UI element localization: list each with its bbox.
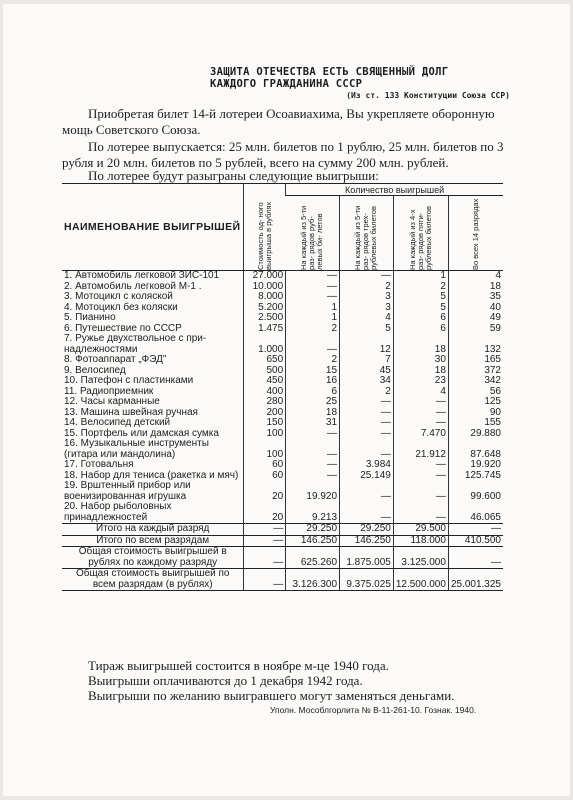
cell-all: 46.065: [448, 502, 503, 524]
cell-r5: —: [393, 460, 448, 471]
cell-name: 12. Часы карманные: [64, 396, 160, 407]
cell-all: 99.600: [448, 481, 503, 502]
table-row: [62, 397, 503, 408]
cell-all: 29.880: [448, 429, 503, 440]
imprint: Уполн. Мособлгорлита № В-11-261-10. Гознак. 1940.: [270, 705, 477, 715]
cell-name: 8. Фотоаппарат „ФЭД": [64, 354, 167, 365]
intro-paragraph-1: Приобретая билет 14-й лотереи Осоавиахима, Вы укрепляете оборонную мощь Советского Союза.: [62, 106, 495, 137]
intro-paragraph-2: По лотерее выпускается: 25 млн. билетов по 1 рублю, 25 млн. билетов по 3 рубля и 20 млн. билетов по 5 рублей, всего на сумму 200 млн. рублей.: [62, 139, 504, 170]
cell-r5: 23: [393, 376, 448, 387]
cell-r1: 3.126.300: [286, 569, 340, 591]
cell-cost: 60: [244, 471, 286, 482]
table-row: [62, 271, 503, 282]
cell-name: 14. Велосипед детский: [64, 417, 171, 428]
cell-r5: 5: [393, 292, 448, 303]
cell-all: 155: [448, 418, 503, 429]
cell-cost: 450: [244, 376, 286, 387]
cell-r5: —: [393, 502, 448, 524]
cell-name: 1. Автомобиль легковой ЗИС-101: [64, 270, 220, 281]
cell-cost: 1.000: [244, 334, 286, 355]
cell-all: 165: [448, 355, 503, 366]
cell-cost: 27.000: [244, 271, 286, 282]
cell-cost: 60: [244, 460, 286, 471]
cell-name: 7. Ружье двухствольное с при- надлежностями: [64, 333, 207, 355]
cell-r5: 30: [393, 355, 448, 366]
table-row: [62, 481, 503, 502]
cell-r5: 29.500: [393, 524, 448, 536]
cell-cost: 650: [244, 355, 286, 366]
cell-r1: 2: [286, 324, 340, 335]
cell-r3: 12: [340, 334, 394, 355]
cell-r5: 12.500.000: [393, 569, 448, 591]
cell-r3: 7: [340, 355, 394, 366]
cell-r3: 9.375.025: [340, 569, 394, 591]
table-row: [62, 569, 503, 591]
cell-r5: 5: [393, 303, 448, 314]
cell-cost: —: [244, 547, 286, 569]
motto-source: (Из ст. 133 Конституции Союза ССР): [346, 91, 510, 100]
table-row: [62, 313, 503, 324]
cell-r1: 29.250: [286, 524, 340, 536]
table-row: [62, 439, 503, 460]
cell-r5: —: [393, 418, 448, 429]
cell-name: 5. Пианино: [64, 312, 116, 323]
motto: [210, 66, 510, 102]
cell-r3: —: [340, 429, 394, 440]
cell-r5: 2: [393, 282, 448, 293]
cell-all: 49: [448, 313, 503, 324]
cell-cost: 100: [244, 439, 286, 460]
cell-cost: 100: [244, 429, 286, 440]
cell-r5: 4: [393, 387, 448, 398]
cell-name: 11. Радиоприемник: [64, 385, 154, 397]
cell-r3: —: [340, 439, 394, 460]
cell-r1: 31: [286, 418, 340, 429]
cell-r3: —: [340, 481, 394, 502]
cell-r1: —: [286, 471, 340, 482]
cell-r5: 7.470: [393, 429, 448, 440]
cell-cost: 10.000: [244, 282, 286, 293]
cell-cost: 500: [244, 366, 286, 377]
quantity-group-header: Количество выигрышей: [286, 184, 503, 196]
cell-name: 9. Велосипед: [64, 364, 126, 376]
cell-r3: 29.250: [340, 524, 394, 536]
cell-r3: 5: [340, 324, 394, 335]
cell-all: 90: [448, 408, 503, 419]
cell-cost: —: [244, 535, 286, 547]
cell-cost: 280: [244, 397, 286, 408]
cell-r5: 18: [393, 366, 448, 377]
cell-r1: —: [286, 334, 340, 355]
cell-name: 6. Путешествие по СССР: [64, 322, 182, 334]
table-row: [62, 535, 503, 547]
cell-r3: —: [340, 502, 394, 524]
cell-r3: 45: [340, 366, 394, 377]
cell-r3: 3.984: [340, 460, 394, 471]
cell-r1: 2: [286, 355, 340, 366]
cell-name: 19. Врштенный прибор или военизированная игрушка: [64, 480, 191, 502]
cell-cost: 20: [244, 502, 286, 524]
cell-all: 372: [448, 366, 503, 377]
quantity-subheader-1: На каждый из 5-ти раз- рядов руб- левых би- летов: [286, 196, 340, 271]
cell-name: 3. Мотоцикл с коляской: [64, 291, 173, 302]
cell-r5: —: [393, 408, 448, 419]
cell-r5: 6: [393, 313, 448, 324]
cell-name: 13. Машина швейная ручная: [64, 406, 198, 418]
cell-r3: 34: [340, 376, 394, 387]
table-row: [62, 524, 503, 536]
cell-r1: 18: [286, 408, 340, 419]
cell-r1: —: [286, 292, 340, 303]
cell-r3: 3: [340, 303, 394, 314]
cost-column-header: Стоимость од- ного выигрыша в рублях: [244, 184, 286, 271]
cell-name: 17. Готовальня: [64, 459, 134, 470]
cell-cost: 400: [244, 387, 286, 398]
cell-r5: 3.125.000: [393, 547, 448, 569]
cell-all: 25.001.325: [448, 569, 503, 591]
cell-name: Общая стоимость выигрышей по всем разрядам (в рублях): [62, 569, 244, 591]
cell-r3: 2: [340, 387, 394, 398]
cell-r3: 4: [340, 313, 394, 324]
table-row: [62, 292, 503, 303]
name-column-header: НАИМЕНОВАНИЕ ВЫИГРЫШЕЙ: [62, 184, 244, 271]
cell-r3: 3: [340, 292, 394, 303]
cell-r5: 6: [393, 324, 448, 335]
cell-r1: —: [286, 429, 340, 440]
motto-line-2: КАЖДОГО ГРАЖДАНИНА СССР: [210, 78, 363, 90]
cell-all: 35: [448, 292, 503, 303]
table-row: [62, 502, 503, 524]
cell-r1: —: [286, 460, 340, 471]
cell-r3: 1.875.005: [340, 547, 394, 569]
cell-r1: 16: [286, 376, 340, 387]
cell-r5: 1: [393, 271, 448, 282]
cell-name: Общая стоимость выигрышей в рублях по каждому разряду: [62, 547, 244, 569]
cell-all: —: [448, 524, 503, 536]
cell-r1: 25: [286, 397, 340, 408]
intro-paragraph-3: По лотерее будут разыграны следующие выигрыши:: [88, 168, 379, 183]
cell-name: 18. Набор для тениса (ракетка и мяч): [64, 469, 239, 481]
table-row: [62, 460, 503, 471]
cell-cost: 150: [244, 418, 286, 429]
cell-r1: 625.260: [286, 547, 340, 569]
cell-r1: 1: [286, 303, 340, 314]
cell-name: 4. Мотоцикл без коляски: [64, 301, 178, 313]
cell-cost: 8.000: [244, 292, 286, 303]
cell-name: 16. Музыкальные инструменты (гитара или мандолина): [64, 438, 209, 460]
cell-r3: —: [340, 271, 394, 282]
cell-name: Итого по всем разрядам: [62, 535, 244, 547]
motto-line-1: ЗАЩИТА ОТЕЧЕСТВА ЕСТЬ СВЯЩЕННЫЙ ДОЛГ: [210, 66, 449, 78]
cell-name: 20. Набор рыболовных принадлежностей: [64, 501, 172, 523]
cell-r1: —: [286, 439, 340, 460]
cell-r5: —: [393, 471, 448, 482]
table-row: [62, 355, 503, 366]
cell-cost: 5.200: [244, 303, 286, 314]
table-row: [62, 334, 503, 355]
quantity-subheader-4: Во всех 14 разрядах: [448, 196, 503, 271]
cell-all: 125: [448, 397, 503, 408]
cell-name: 10. Патефон с пластинками: [64, 375, 194, 386]
cell-cost: 200: [244, 408, 286, 419]
cell-name: 15. Портфель или дамская сумка: [64, 427, 219, 439]
cell-all: 19.920: [448, 460, 503, 471]
cell-r3: —: [340, 418, 394, 429]
table-row: [62, 547, 503, 569]
cell-cost: —: [244, 569, 286, 591]
cell-name: 2. Автомобиль легковой М-1 .: [64, 280, 202, 292]
footer-line-3: Выигрыши по желанию выигравшего могут заменяться деньгами.: [88, 688, 455, 703]
cell-r3: —: [340, 408, 394, 419]
prize-table: [62, 183, 503, 591]
cell-r1: 15: [286, 366, 340, 377]
cell-cost: 20: [244, 481, 286, 502]
cell-cost: 2.500: [244, 313, 286, 324]
cell-r3: 2: [340, 282, 394, 293]
cell-all: —: [448, 547, 503, 569]
cell-all: 132: [448, 334, 503, 355]
quantity-subheader-2: На каждый из 5-ти раз- рядов трех- рублевых билетов: [340, 196, 394, 271]
cell-r1: 19.920: [286, 481, 340, 502]
cell-all: 87.648: [448, 439, 503, 460]
cell-r3: —: [340, 397, 394, 408]
cell-r1: 1: [286, 313, 340, 324]
cell-r5: —: [393, 481, 448, 502]
cell-all: 56: [448, 387, 503, 398]
cell-cost: —: [244, 524, 286, 536]
cell-all: 18: [448, 282, 503, 293]
cell-r1: 146.250: [286, 535, 340, 547]
cell-r5: 118.000: [393, 535, 448, 547]
cell-r1: 9.213: [286, 502, 340, 524]
cell-all: 4: [448, 271, 503, 282]
cell-all: 410.500: [448, 535, 503, 547]
cell-all: 342: [448, 376, 503, 387]
cell-r3: 25.149: [340, 471, 394, 482]
cell-all: 59: [448, 324, 503, 335]
cell-r3: 146.250: [340, 535, 394, 547]
table-row: [62, 376, 503, 387]
cell-r1: —: [286, 282, 340, 293]
cell-all: 125.745: [448, 471, 503, 482]
cell-r5: —: [393, 397, 448, 408]
quantity-subheader-3: На каждый из 4-х раз- рядов пяти- рублевых билетов: [393, 196, 448, 271]
footer-line-1: Тираж выигрышей состоится в ноябре м-це 1940 года.: [88, 658, 389, 673]
cell-r1: —: [286, 271, 340, 282]
cell-r5: 21.912: [393, 439, 448, 460]
cell-r1: 6: [286, 387, 340, 398]
footer-line-2: Выигрыши оплачиваются до 1 декабря 1942 года.: [88, 673, 363, 688]
cell-all: 40: [448, 303, 503, 314]
cell-name: Итого на каждый разряд: [62, 524, 244, 536]
cell-r5: 18: [393, 334, 448, 355]
table-row: [62, 418, 503, 429]
cell-cost: 1.475: [244, 324, 286, 335]
